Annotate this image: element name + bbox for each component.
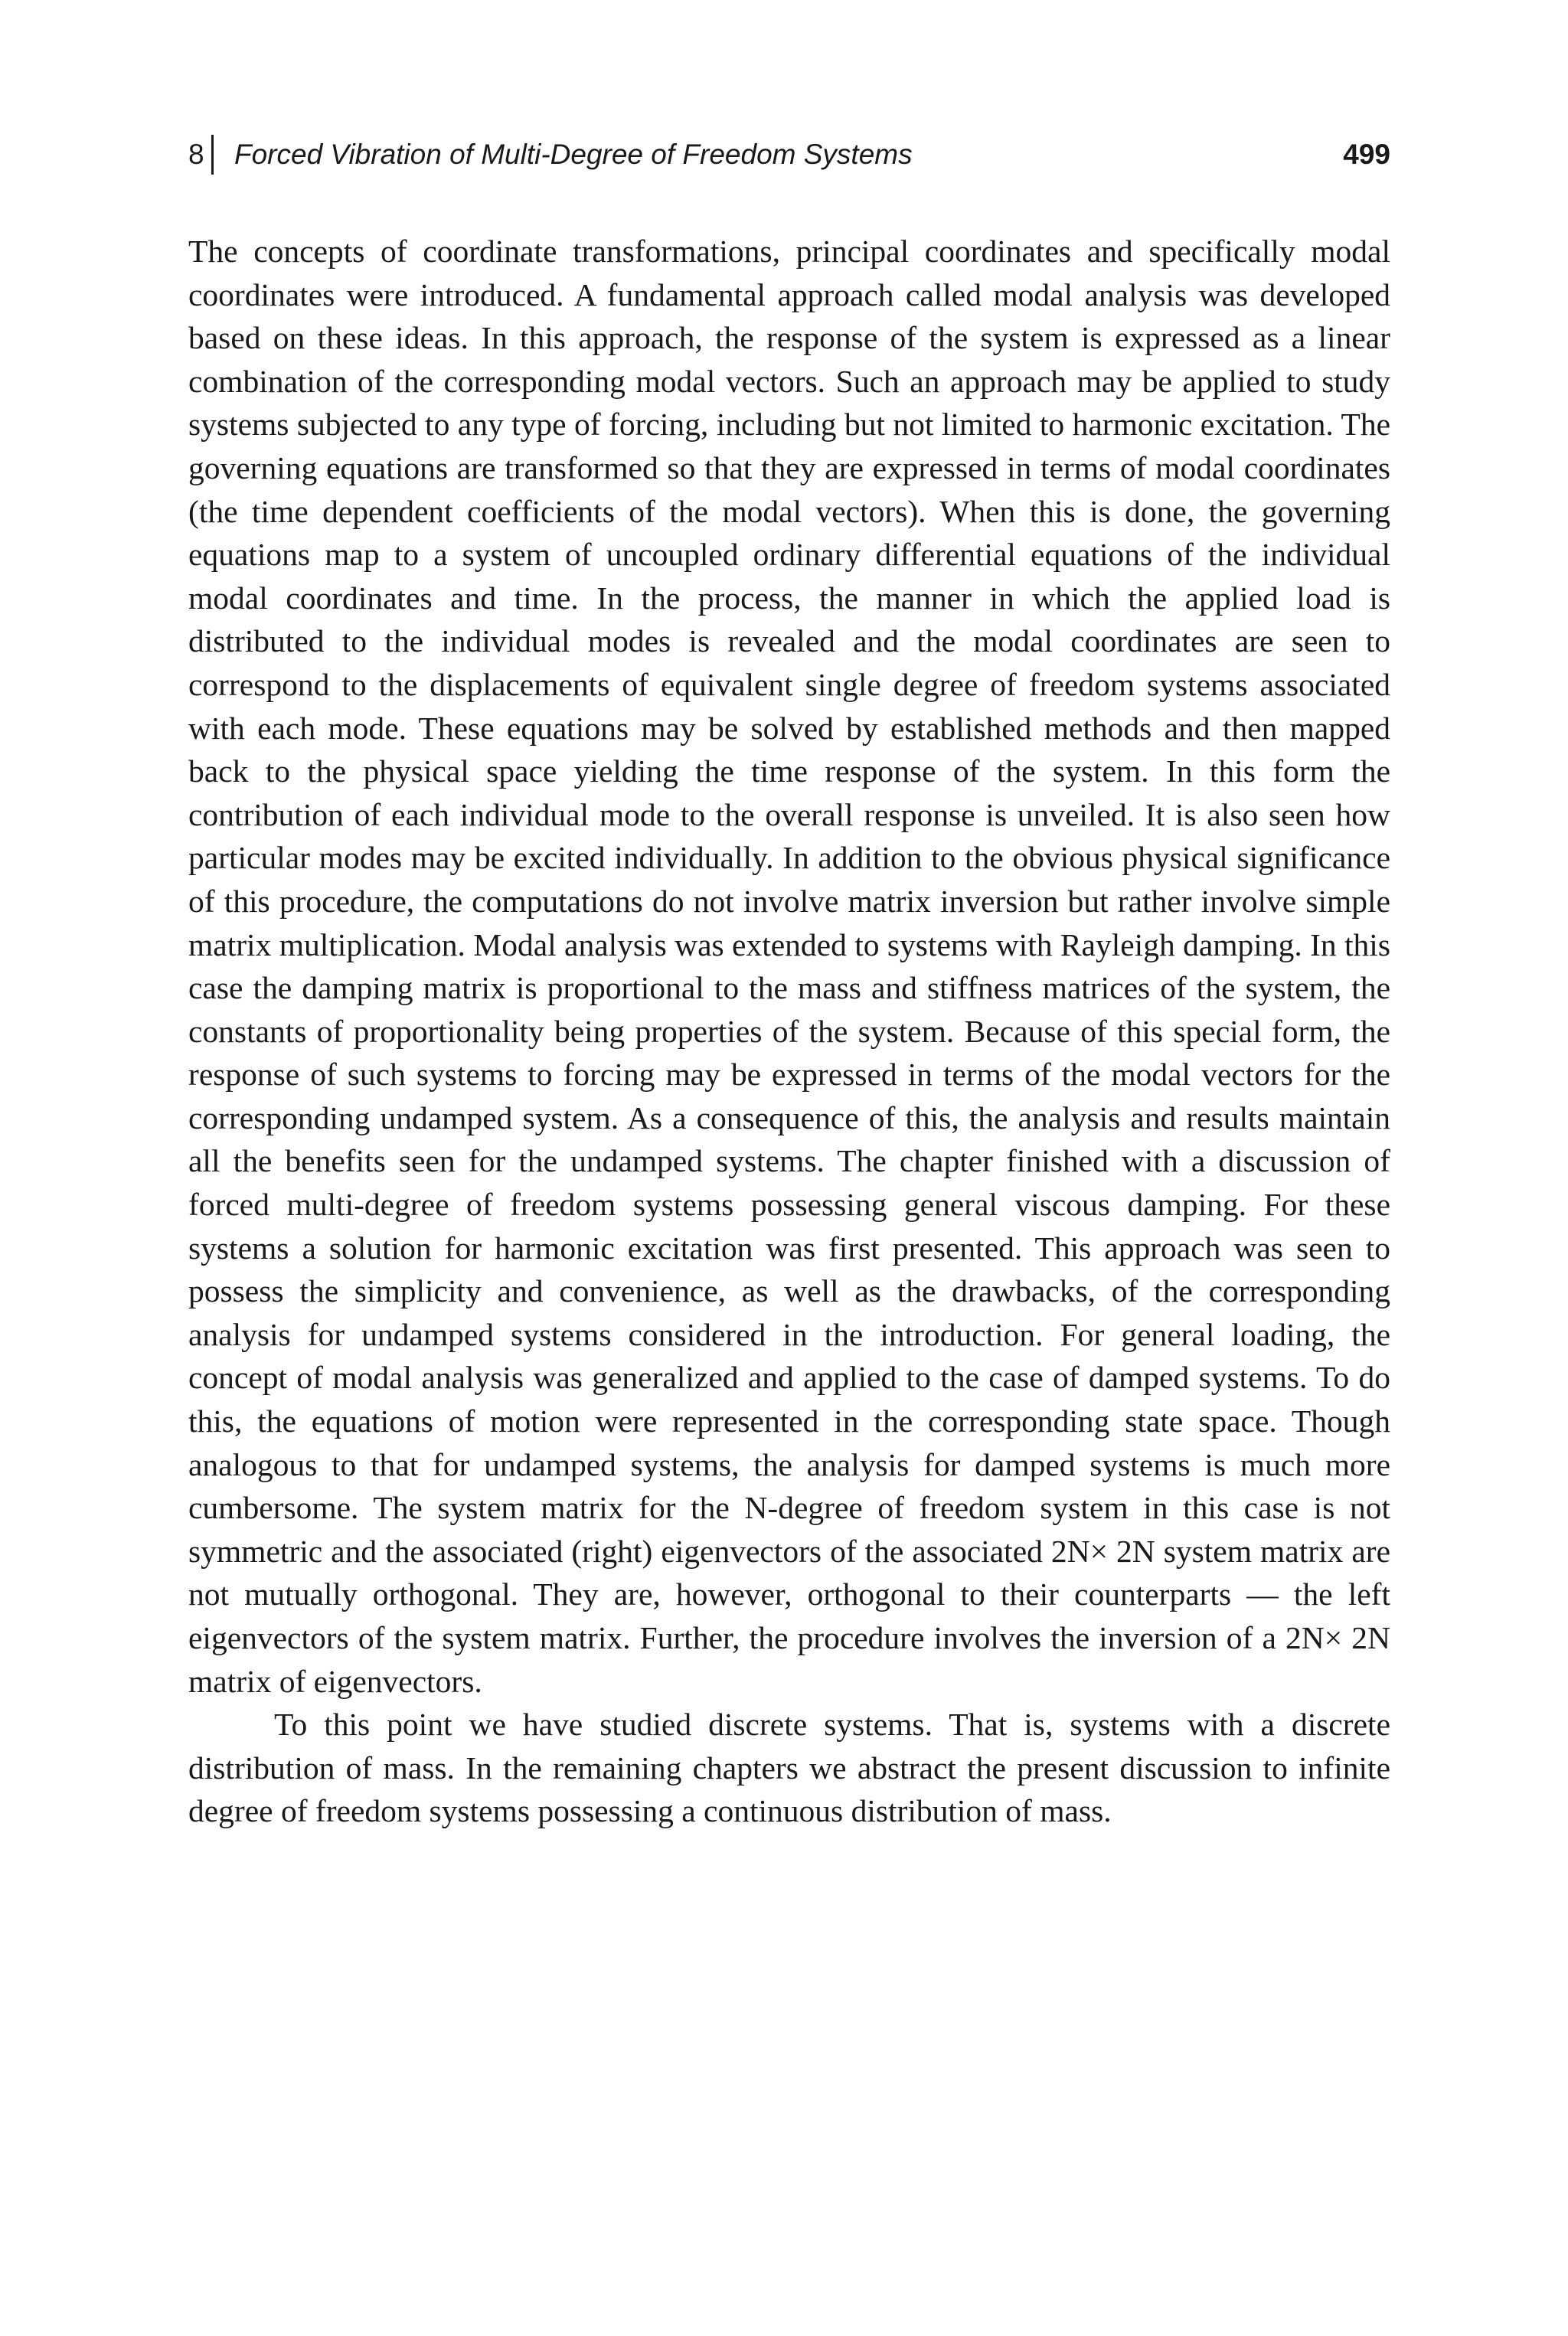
- body-text: [188, 230, 1390, 1833]
- running-head: [188, 132, 1390, 178]
- page-number: 499: [1343, 139, 1390, 170]
- paragraph-transition: To this point we have studied discrete systems. That is, systems with a discrete distribution of mass. In the remaining chapters we abstract the present discussion to infinite degree of freedom systems possessing a continuous distribution of mass.: [188, 1707, 1390, 1829]
- chapter-title: Forced Vibration of Multi-Degree of Freedom Systems: [234, 139, 913, 170]
- chapter-number: 8: [188, 139, 204, 170]
- header-divider: [211, 135, 214, 175]
- paragraph-summary: The concepts of coordinate transformations, principal coordinates and specifically modal coordinates were introduced. A fundamental approach called modal analysis was developed based on these ideas. In this approach, the response of the system is expressed as a linear combination of the corresponding modal vectors. Such an approach may be applied to study systems subjected to any type of forcing, including but not limited to harmonic excitation. The governing equations are transformed so that they are expressed in terms of modal coordinates (the time dependent coefficients of the modal vectors). When this is done, the governing equations map to a system of uncoupled ordinary differential equations of the individual modal coordinates and time. In the process, the manner in which the applied load is distributed to the individual modes is revealed and the modal coordinates are seen to correspond to the displacements of equivalent single degree of freedom systems associated with each mode. These equations may be solved by established methods and then mapped back to the physical space yielding the time response of the system. In this form the contribution of each individual mode to the overall response is unveiled. It is also seen how particular modes may be excited individually. In addition to the obvious physical significance of this procedure, the computations do not involve matrix inversion but rather involve simple matrix multiplication. Modal analysis was extended to systems with Rayleigh damping. In this case the damping matrix is proportional to the mass and stiffness matrices of the system, the constants of proportionality being properties of the system. Because of this special form, the response of such systems to forcing may be expressed in terms of the modal vectors for the corresponding undamped system. As a consequence of this, the analysis and results maintain all the benefits seen for the undamped systems. The chapter finished with a discussion of forced multi-degree of freedom systems possessing general viscous damping. For these systems a solution for harmonic excitation was first presented. This approach was seen to possess the simplicity and convenience, as well as the drawbacks, of the corresponding analysis for undamped systems considered in the introduction. For general loading, the concept of modal analysis was generalized and applied to the case of damped systems. To do this, the equations of motion were represented in the corresponding state space. Though analogous to that for undamped systems, the analysis for damped systems is much more cumbersome. The system matrix for the N-degree of freedom system in this case is not symmetric and the associated (right) eigenvectors of the associated 2N× 2N system matrix are not mutually orthogonal. They are, however, orthogonal to their counterparts — the left eigenvectors of the system matrix. Further, the procedure involves the inversion of a 2N× 2N matrix of eigenvectors.: [188, 234, 1390, 1699]
